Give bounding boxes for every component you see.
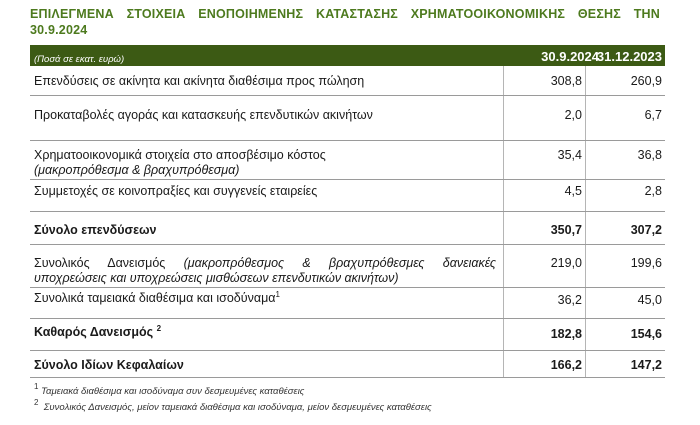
table-row [34, 184, 664, 200]
row-label: Συμμετοχές σε κοινοπραξίες και συγγενείς εταιρείες [34, 184, 318, 198]
row-value-2023: 6,7 [644, 108, 662, 122]
row-value-2024: 182,8 [550, 327, 582, 341]
row-divider [30, 211, 665, 212]
row-label [34, 291, 280, 306]
row-value-2024: 4,5 [564, 184, 582, 198]
row-label: Σύνολο επενδύσεων [34, 223, 157, 237]
table-row-total-investments [34, 223, 664, 239]
row-value-2023: 36,8 [637, 148, 662, 162]
row-value-2024: 219,0 [550, 256, 582, 270]
row-label-note-2: υποχρεώσεις και υποχρεώσεις μισθώσεων επενδυτικών ακινήτων) [34, 271, 399, 285]
table-row [34, 256, 664, 288]
row-value-2023: 2,8 [644, 184, 662, 198]
row-label-main: Συνολικός Δανεισμός [34, 256, 166, 270]
table-row [34, 74, 664, 90]
table-row-total-equity [34, 358, 664, 374]
row-value-2024: 308,8 [550, 74, 582, 88]
row-divider [30, 318, 665, 319]
footnote-text: Ταμειακά διαθέσιμα και ισοδύναμα συν δεσμευμένες καταθέσεις [41, 386, 305, 397]
row-label-text: Συνολικά ταμειακά διαθέσιμα και ισοδύναμα [34, 291, 276, 305]
row-value-2024: 35,4 [557, 148, 582, 162]
units-label: (Ποσά σε εκατ. ευρώ) [34, 54, 125, 65]
row-label-main: Χρηματοοικονομικά στοιχεία στο αποσβέσιμο κόστος [34, 148, 326, 162]
row-value-2024: 166,2 [550, 358, 582, 372]
row-label-sub: (μακροπρόθεσμα & βραχυπρόθεσμα) [34, 163, 240, 177]
row-label: Προκαταβολές αγοράς και κατασκευής επενδυτικών ακινήτων [34, 108, 373, 122]
column-header-2024: 30.9.2024 [541, 49, 599, 64]
title-line-2: 30.9.2024 [30, 23, 88, 37]
footnote-ref: 1 [275, 290, 280, 299]
footnote-ref: 2 [156, 324, 162, 333]
row-value-2024: 350,7 [550, 223, 582, 237]
footnote-1 [34, 382, 305, 397]
row-divider [30, 287, 665, 288]
row-divider [30, 179, 665, 180]
row-label-text: Καθαρός Δανεισμός [34, 325, 154, 339]
title-line-1: ΕΠΙΛΕΓΜΕΝΑ ΣΤΟΙΧΕΙΑ ΕΝΟΠΟΙΗΜΕΝΗΣ ΚΑΤΑΣΤΑΣΗΣ ΧΡΗΜΑΤΟΟΙΚΟΝΟΜΙΚΗΣ ΘΕΣΗΣ ΤΗΝ [30, 7, 660, 21]
row-value-2023: 307,2 [630, 223, 662, 237]
row-value-2024: 36,2 [557, 293, 582, 307]
row-label-note-1: (μακροπρόθεσμος & βραχυπρόθεσμες δανειακές [183, 256, 496, 270]
footnote-text: Συνολικός Δανεισμός, μείον ταμειακά διαθέσιμα και ισοδύναμα, μείον δεσμευμένες καταθέσεις [43, 402, 432, 413]
row-value-2023: 45,0 [637, 293, 662, 307]
row-label [34, 256, 496, 286]
table-header [30, 45, 665, 66]
footnote-mark: 1 [34, 382, 39, 391]
column-header-2023: 31.12.2023 [596, 49, 662, 64]
row-value-2023: 260,9 [630, 74, 662, 88]
row-value-2023: 199,6 [630, 256, 662, 270]
table-row [34, 108, 664, 124]
row-value-2023: 147,2 [630, 358, 662, 372]
table-row [34, 148, 664, 180]
row-label: Σύνολο Ιδίων Κεφαλαίων [34, 358, 184, 372]
row-divider [30, 377, 665, 378]
footnote-2 [34, 398, 432, 413]
row-label: Επενδύσεις σε ακίνητα και ακίνητα διαθέσιμα προς πώληση [34, 74, 365, 88]
document-title [30, 6, 660, 38]
table-row [34, 291, 664, 307]
row-label [34, 325, 161, 340]
row-value-2024: 2,0 [564, 108, 582, 122]
row-value-2023: 154,6 [630, 327, 662, 341]
row-divider [30, 350, 665, 351]
row-divider [30, 140, 665, 141]
row-divider [30, 244, 665, 245]
footnote-mark: 2 [34, 398, 39, 407]
row-label [34, 148, 326, 178]
row-divider [30, 95, 665, 96]
table-row-net-debt [34, 325, 664, 341]
